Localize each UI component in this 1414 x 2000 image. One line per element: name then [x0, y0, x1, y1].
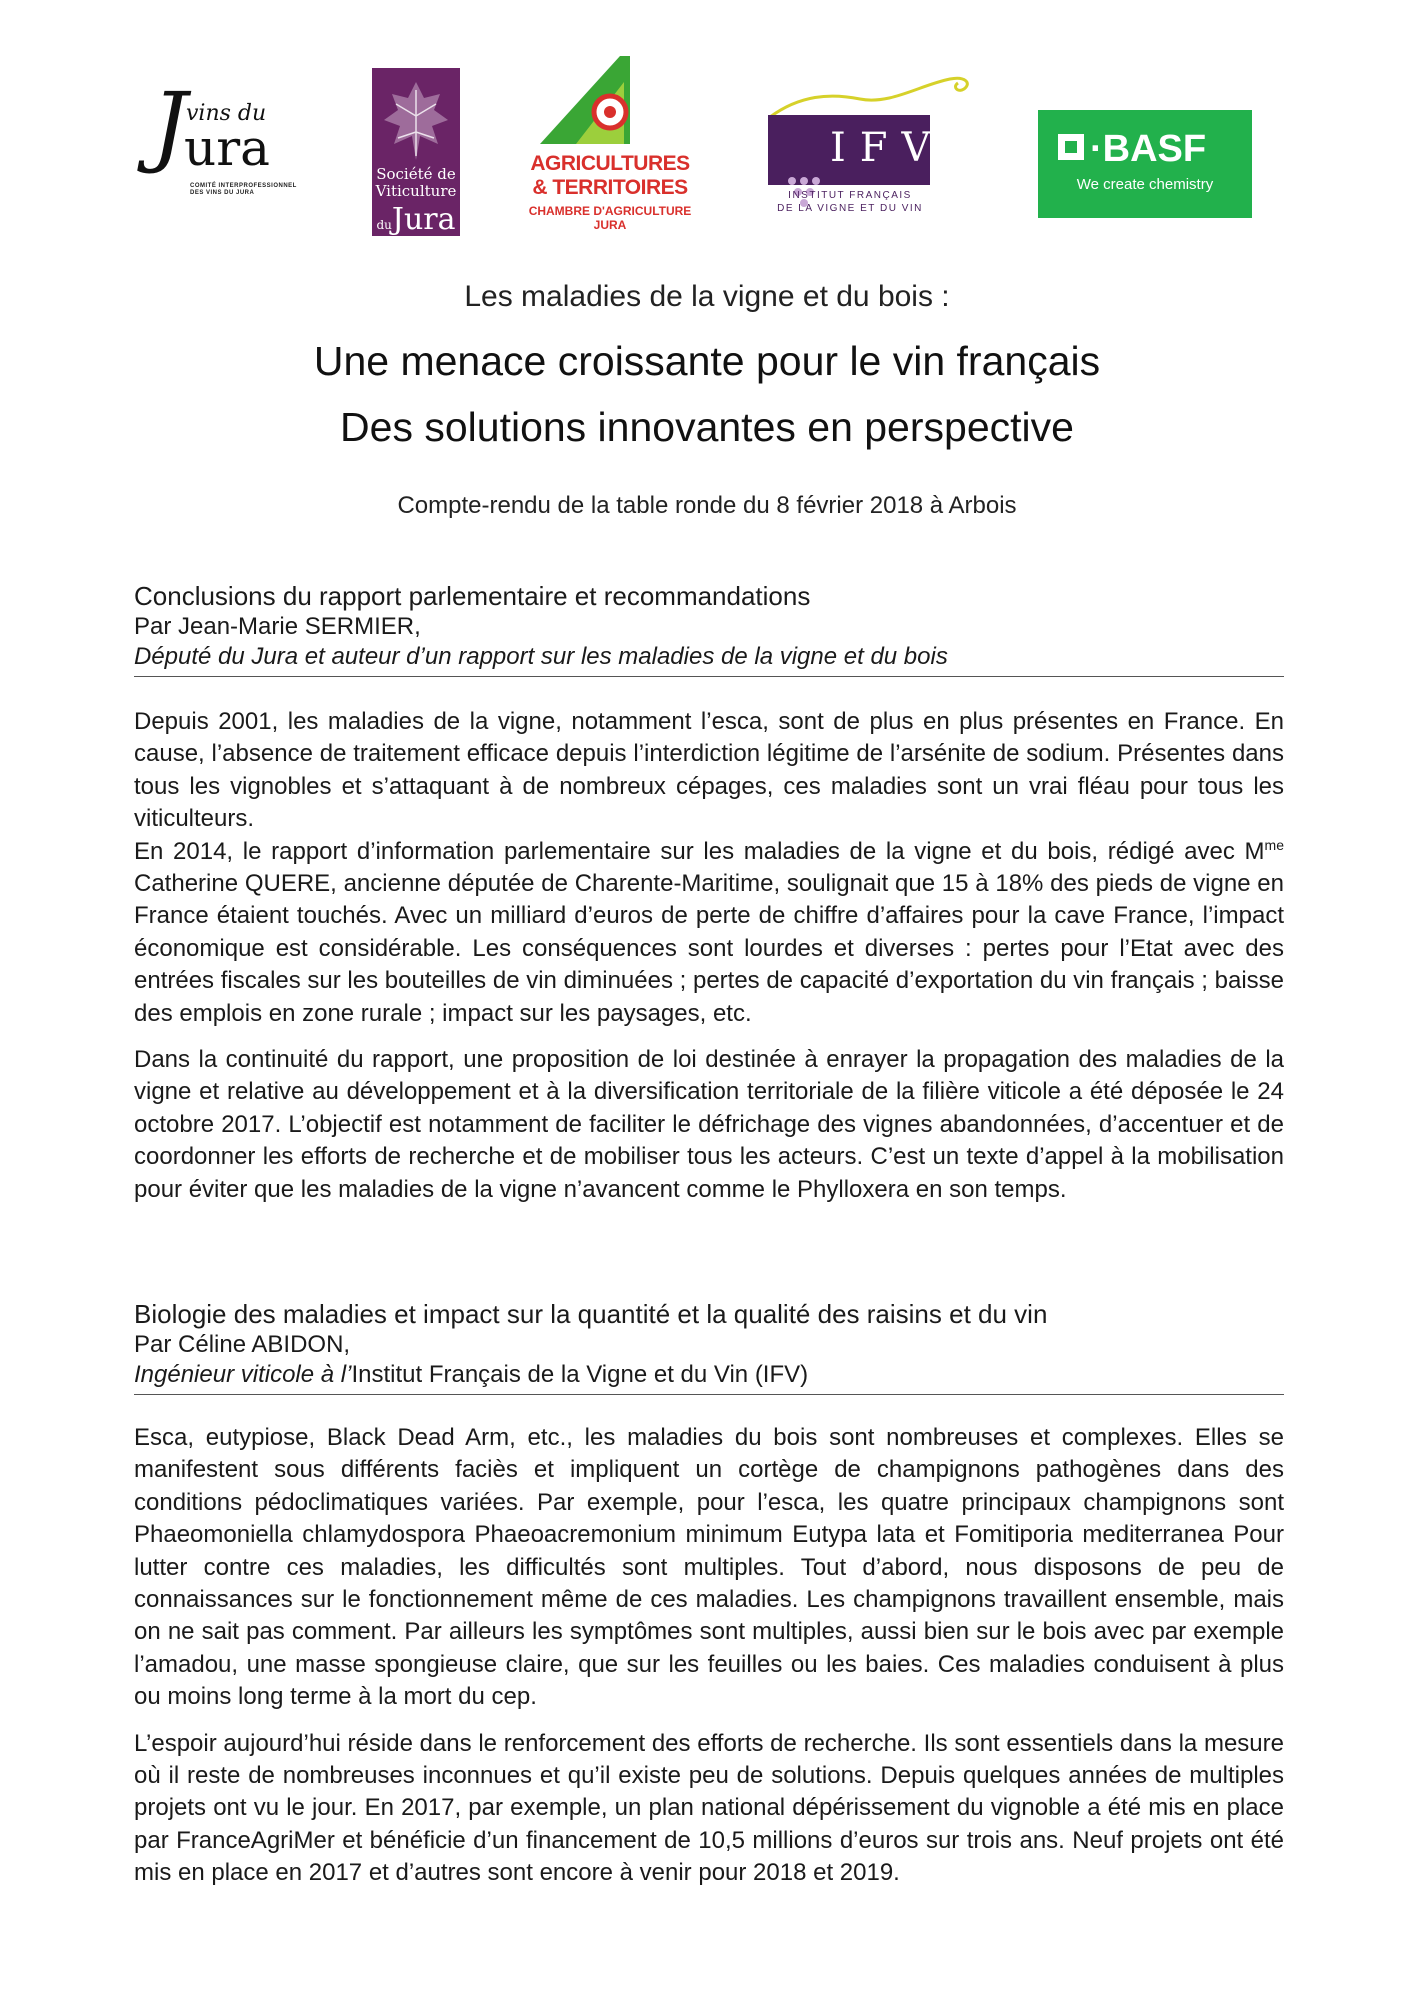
societe-viticulture-logo [372, 68, 460, 236]
paragraph-text: En 2014, le rapport d’information parlementaire sur les maladies de la vigne et du bois, rédigé avec M [134, 837, 1265, 865]
svj-line2: Viticulture [375, 182, 457, 200]
basf-name: ·BASF [1090, 128, 1207, 170]
section-biologie [134, 1298, 1284, 1395]
main-title-line2: Des solutions innovantes en perspective [340, 404, 1074, 450]
paragraph: Dans la continuité du rapport, une proposition de loi destinée à enrayer la propagation des maladies de la vigne et relative au développement et à la diversification territoriale de la filière viticole a été déposée le 24 octobre 2017. L’objectif est notamment de faciliter le défrichage des vignes abandonnées, d’accentuer et de coordonner les efforts de recherche et de mobiliser tous les acteurs. C’est un texte d’appel à la mobilisation pour éviter que les maladies de la vigne n’avancent comme le Phylloxera en son temps. [134, 1046, 1284, 1203]
main-title-line1: Une menace croissante pour le vin français [313, 338, 1101, 384]
section2-body [134, 1422, 1284, 1890]
section-author: Par Jean-Marie SERMIER, [134, 613, 421, 640]
ifv-name: IFV [830, 125, 945, 171]
pre-title: Les maladies de la vigne et du bois : [464, 280, 950, 313]
section-author-role [134, 1360, 1284, 1395]
basf-tagline: We create chemistry [1076, 176, 1214, 193]
role-text: Institut Français de la Vigne et du Vin (IFV) [351, 1361, 809, 1388]
section-title: Biologie des maladies et impact sur la quantité et la qualité des raisins et du vin [134, 1299, 1048, 1329]
logo-strip [0, 0, 1414, 250]
ifv-box [768, 115, 945, 185]
svj-logo-jura [374, 202, 458, 237]
vins-du-jura-logo [150, 73, 315, 205]
agri-line2: & TERRITOIRES [532, 176, 688, 199]
agri-line3 [520, 204, 700, 232]
ifv-sub2: DE LA VIGNE ET DU VIN [777, 203, 923, 214]
section-author: Par Céline ABIDON, [134, 1331, 351, 1358]
chambre-agriculture-icon [520, 52, 700, 152]
paragraph [134, 836, 1284, 1030]
ifv-sub1: INSTITUT FRANÇAIS [788, 190, 912, 201]
svj-line1: Société de [376, 165, 456, 183]
agri-line1: AGRICULTURES [530, 152, 690, 175]
section-conclusions [134, 580, 1284, 677]
grape-leaf-icon [380, 76, 452, 166]
basf-square-icon [1058, 134, 1084, 160]
paragraph: Depuis 2001, les maladies de la vigne, notamment l’esca, sont de plus en plus présentes en France. En cause, l’absence de traitement efficace depuis l’interdiction légitime de l’arsénite de sodium. Présentes dans tous les vignobles et s’attaquant à de nombreux cépages, ces maladies sont un vrai fléau pour tous les viticulteurs. [134, 708, 1284, 833]
role-text: Député du Jura et auteur d’un rapport sur les maladies de la vigne et du bois [134, 643, 948, 670]
jura-logo-line2: ura [184, 119, 270, 177]
section1-body [134, 706, 1284, 1206]
paragraph-text: Catherine QUERE, ancienne députée de Charente-Maritime, soulignait que 15 à 18% des pieds de vigne en France étaient touchés. Avec un milliard d’euros de perte de chiffre d’affaires pour la cave France, l’impact économique est considérable. Les conséquences sont lourdes et diverses : pertes pour l’Etat avec des entrées fiscales sur les bouteilles de vin diminuées ; pertes de capacité d’exportation du vin français ; baisse des emplois en zone rurale ; impact sur les paysages, etc. [134, 870, 1284, 1027]
agri-line4-text: JURA [593, 218, 627, 232]
section-author-role [134, 642, 1284, 677]
svj-line4: Jura [391, 202, 456, 237]
jura-logo-line1: vins du [186, 101, 267, 126]
ifv-logo [760, 65, 980, 225]
section-title: Conclusions du rapport parlementaire et recommandations [134, 581, 811, 611]
paragraph: Esca, eutypiose, Black Dead Arm, etc., les maladies du bois sont nombreuses et complexes. Elles se manifestent sous différents faciès et impliquent un cortège de champignons pathogènes dans des conditions pédoclimatiques variées. Par exemple, pour l’esca, les quatre principaux champignons sont Phaeomoniella chlamydospora Phaeoacremonium minimum Eutypa lata et Fomitiporia mediterranea Pour lutter contre ces maladies, les difficultés sont multiples. Tout d’abord, nous disposons de peu de connaissances sur le fonctionnement même de ces maladies. Les champignons travaillent ensemble, mais on ne sait pas comment. Par ailleurs les symptômes sont multiples, aussi bien sur le bois avec par exemple l’amadou, une masse spongieuse claire, que sur les feuilles ou les baies. Ces maladies conduisent à plus ou moins long terme à la mort du cep. [134, 1424, 1284, 1711]
basf-name-text: BASF [1102, 128, 1207, 170]
ifv-sub [764, 189, 936, 215]
jura-logo-sub: COMITÉ INTERPROFESSIONNEL DES VINS DU JURA [190, 183, 297, 196]
report-meta: Compte-rendu de la table ronde du 8 février 2018 à Arbois [397, 492, 1017, 519]
svj-logo-text [374, 166, 458, 200]
agricultures-territoires-logo [520, 52, 700, 242]
superscript: me [1264, 836, 1284, 853]
agri-line3-text: CHAMBRE D'AGRICULTURE [528, 204, 692, 218]
basf-logo [1038, 110, 1252, 218]
paragraph: L’espoir aujourd’hui réside dans le renforcement des efforts de recherche. Ils sont essentiels dans la mesure où il reste de nombreuses inconnues et qu’il existe peu de solutions. Depuis quelques années de multiples projets ont vu le jour. En 2017, par exemple, un plan national dépérissement du vignoble a été mis en place par FranceAgriMer et bénéficie d’un financement de 10,5 millions d’euros sur trois ans. Neuf projets ont été mis en place en 2017 et d’autres sont encore à venir pour 2018 et 2019. [134, 1729, 1284, 1887]
role-text-italic: Ingénieur viticole à l’ [134, 1361, 352, 1388]
svj-line3: du [376, 218, 392, 232]
jura-j-glyph: J [152, 73, 188, 176]
